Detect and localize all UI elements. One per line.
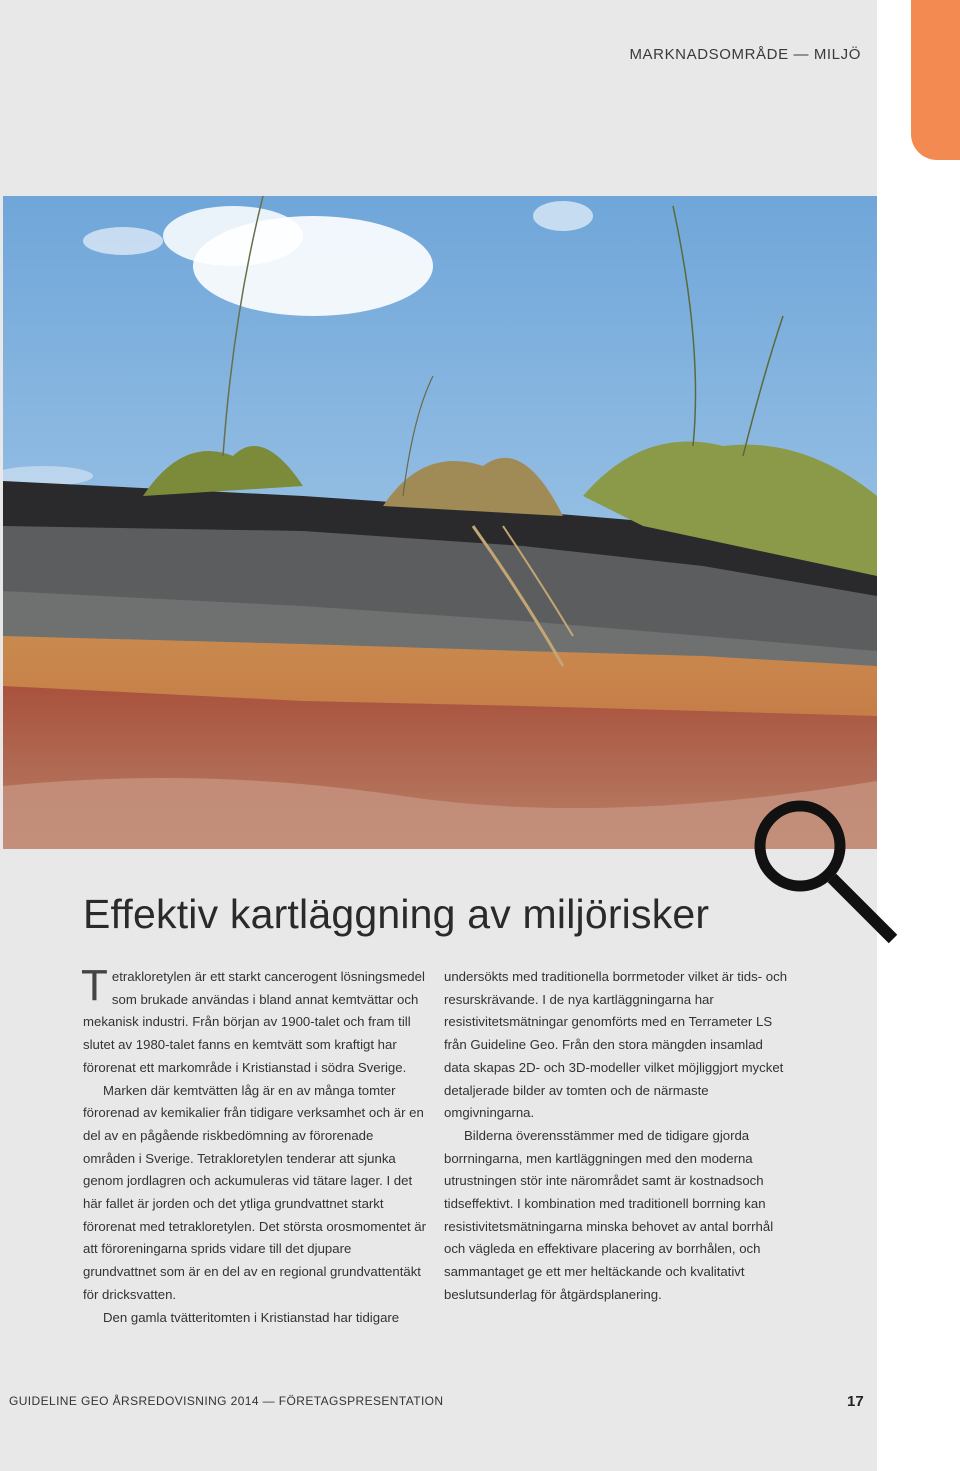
- article-title: Effektiv kartläggning av miljörisker: [83, 891, 710, 937]
- magnifying-glass-icon: [752, 798, 902, 948]
- soil-profile-photo: [3, 196, 877, 849]
- body-paragraph: Bilderna överensstämmer med de tidigare gjorda borrningarna, men kartläggningen med den moderna utrustningen stör inte närområdet samt är kostnadsoch tidseffektivt. I kombination med traditionell borrning kan resistivitetsmätningarna minska behovet av antal borrhål och vägleda en effektivare placering av borrhålen, och sammantaget ge ett mer heltäckande och kvalitativt beslutsunderlag för åtgärdsplanering.: [444, 1127, 774, 1302]
- body-paragraph: Den gamla tvätteritomten i Kristianstad har tidigare: [103, 1309, 400, 1325]
- section-label: MARKNADSOMRÅDE — MILJÖ: [629, 46, 861, 63]
- right-column: [444, 966, 789, 1307]
- intro-paragraph: [81, 961, 428, 1080]
- dropcap: T: [81, 961, 108, 1010]
- intro-text: etrakloretylen är ett starkt cancerogent lösningsmedel som brukade användas i bland annat kemtvättar och mekanisk industri. Från början av 1900-talet och fram till slutet av 1980-talet fanns en kemtvätt som kraftigt har förorenat ett markområde i Kristianstad i södra Sverige.: [83, 969, 425, 1075]
- body-paragraph: undersökts med traditionella borrmetoder vilket är tids- och resurskrävande. I de nya kartläggningarna har resistivitetsmätningar genomförts med en Terrameter LS från Guideline Geo. Från den stora mängden insamlad data skapas 2D- och 3D-modeller vilket möjliggjort mycket detaljerade bilder av tomten och de närmaste omgivningarna.: [444, 969, 788, 1121]
- body-paragraph: Marken där kemtvätten låg är en av många tomter förorenad av kemikalier från tidigare verksamhet och är en del av en pågående riskbedömning av förorenade områden i Sverige. Tetrakloretylen tenderar att sjunka genom jordlagren och ackumuleras vid tätare lager. I det här fallet är jorden och det ytliga grundvattnet starkt förorenat med tetrakloretylen. Det största orosmomentet är att föroreningarna sprids vidare till det djupare grundvattnet som är en del av en regional grundvattentäkt för dricksvatten.: [83, 1082, 427, 1302]
- left-column: [81, 961, 428, 1329]
- accent-tab: [911, 0, 960, 160]
- footer-publication: GUIDELINE GEO ÅRSREDOVISNING 2014 — FÖRETAGSPRESENTATION: [9, 1394, 444, 1408]
- page-number: 17: [847, 1393, 864, 1410]
